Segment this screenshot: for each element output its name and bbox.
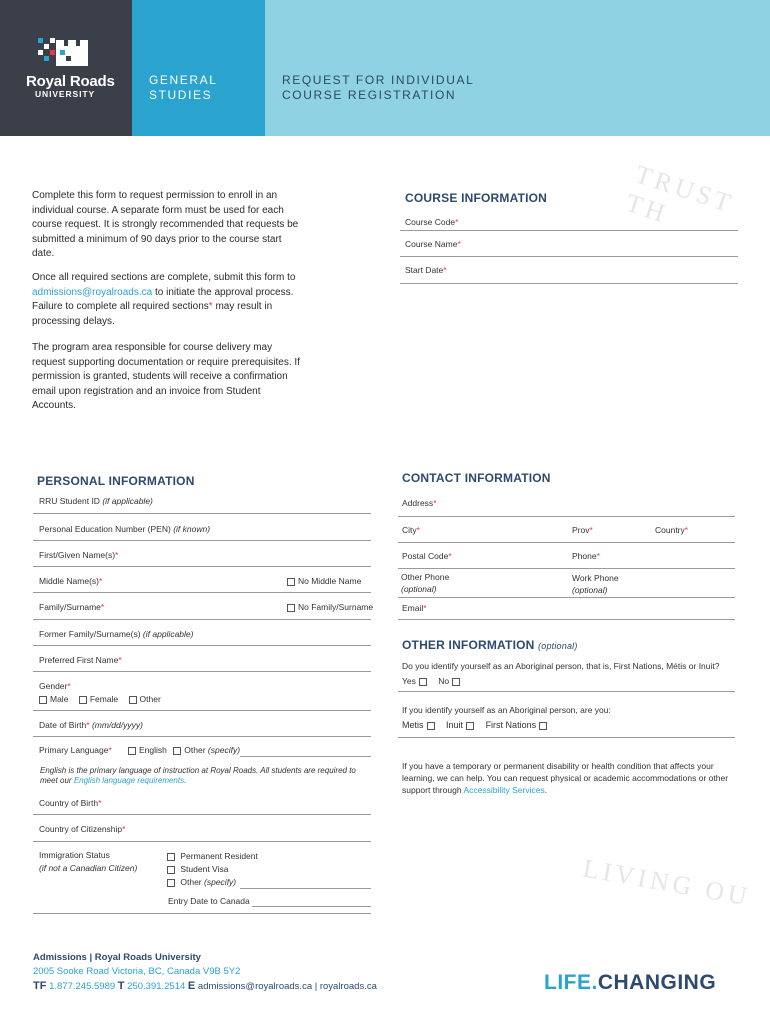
- preferred-name-label: Preferred First Name*: [39, 655, 122, 665]
- citizenship-label: Country of Citizenship*: [39, 824, 126, 834]
- language-options: English Other (specify): [125, 745, 240, 755]
- former-name-field[interactable]: [33, 645, 371, 646]
- family-name-label: Family/Surname*: [39, 602, 105, 612]
- aboriginal-type-question: If you identify yourself as an Aboriginal person, are you:: [402, 705, 611, 715]
- course-name-label: Course Name*: [405, 239, 461, 249]
- course-code-field[interactable]: [400, 230, 738, 231]
- gender-field: [33, 710, 371, 711]
- disability-note: If you have a temporary or permanent disability or health condition that affects your learning, we can help. You can request physical or academic accommodations or other support through Accessibility Services.: [402, 761, 729, 795]
- other-status-field[interactable]: [240, 888, 371, 889]
- student-visa-option[interactable]: Student Visa: [164, 864, 228, 874]
- intro-paragraph-1: Complete this form to request permission to enroll in an individual course. A separate form must be used for each course request. It is strongly recommended that requests be submitted a minimum of 90 days prior to the course start date.: [32, 190, 299, 260]
- footer-contacts: TF 1.877.245.5989 T 250.391.2514 E admissions@royalroads.ca | royalroads.ca: [33, 980, 377, 992]
- no-family-name-option[interactable]: No Family/Surname: [284, 602, 373, 612]
- work-phone-optional: (optional): [572, 585, 608, 595]
- postal-phone-field[interactable]: [398, 568, 735, 569]
- course-section-title: COURSE INFORMATION: [405, 191, 548, 205]
- prov-label: Prov*: [572, 525, 593, 535]
- first-nations-label: First Nations: [485, 720, 537, 730]
- city-label: City*: [402, 525, 420, 535]
- permanent-resident-checkbox[interactable]: [167, 853, 175, 861]
- pen-label: Personal Education Number (PEN) (if known): [39, 524, 211, 534]
- start-date-label: Start Date*: [405, 265, 447, 275]
- footer-email-link[interactable]: admissions@royalroads.ca | royalroads.ca: [197, 981, 377, 992]
- female-label: Female: [89, 694, 119, 704]
- start-date-field[interactable]: [400, 283, 738, 284]
- intro-p2-text: Once all required sections are complete, submit this form to: [32, 272, 296, 283]
- middle-name-field[interactable]: [33, 592, 371, 593]
- watermark-bottom: LIVING OU: [580, 853, 753, 912]
- header-blue-panel: [132, 0, 265, 136]
- middle-name-label: Middle Name(s)*: [39, 576, 103, 586]
- intro-paragraph-2: [32, 271, 302, 329]
- email-field[interactable]: [398, 619, 735, 620]
- other-status-option[interactable]: Other (specify): [164, 877, 236, 887]
- work-phone-label: Work Phone: [572, 573, 619, 583]
- watermark-top: TRUST TH: [622, 159, 738, 229]
- form-title: REQUEST FOR INDIVIDUAL COURSE REGISTRATION: [282, 73, 475, 102]
- other-gender-label: Other: [139, 694, 161, 704]
- address-field[interactable]: [398, 516, 735, 517]
- other-gender-checkbox[interactable]: [129, 696, 137, 704]
- aboriginal-type-field: [398, 737, 735, 738]
- language-label: Primary Language*: [39, 745, 112, 755]
- english-checkbox[interactable]: [128, 747, 136, 755]
- birth-country-field[interactable]: [33, 814, 371, 815]
- program-name: GENERAL STUDIES: [149, 73, 218, 102]
- pen-field[interactable]: [33, 540, 371, 541]
- phone-number[interactable]: 250.391.2514: [127, 981, 186, 992]
- inuit-checkbox[interactable]: [466, 722, 474, 730]
- phone-label: Phone*: [572, 551, 600, 561]
- no-family-name-checkbox[interactable]: [287, 604, 295, 612]
- english-requirements-link[interactable]: English language requirements: [73, 776, 185, 785]
- gender-label: Gender*: [39, 681, 71, 691]
- other-section-title: OTHER INFORMATION (optional): [402, 638, 578, 652]
- male-label: Male: [50, 694, 69, 704]
- city-prov-country-field[interactable]: [398, 542, 735, 543]
- intro-p2-text-c: may result in processing delays.: [32, 301, 273, 327]
- first-name-label: First/Given Name(s)*: [39, 550, 119, 560]
- former-name-label: Former Family/Surname(s) (if applicable): [39, 629, 194, 639]
- accessibility-services-link[interactable]: Accessibility Services: [463, 785, 545, 795]
- other-language-field[interactable]: [240, 756, 371, 757]
- other-language-checkbox[interactable]: [173, 747, 181, 755]
- course-code-label: Course Code*: [405, 217, 459, 227]
- first-name-field[interactable]: [33, 566, 371, 567]
- other-work-phone-field[interactable]: [398, 597, 735, 598]
- no-middle-name-checkbox[interactable]: [287, 578, 295, 586]
- english-label: English: [139, 745, 167, 755]
- personal-section-bottom-rule: [33, 913, 371, 914]
- country-label: Country*: [655, 525, 689, 535]
- dob-label: Date of Birth* (mm/dd/yyyy): [39, 720, 143, 730]
- email-label: Email*: [402, 603, 427, 613]
- citizenship-field[interactable]: [33, 841, 371, 842]
- inuit-label: Inuit: [446, 720, 464, 730]
- intro-paragraph-3: The program area responsible for course delivery may request supporting documentation or require prerequisites. If permission is granted, students will receive a confirmation email upon registration and an invoice from Student Accounts.: [32, 342, 300, 412]
- intro-p2-text-b: to initiate the approval process. Failure to complete all required sections: [32, 286, 294, 313]
- toll-free-number[interactable]: 1.877.245.5989: [49, 981, 116, 992]
- family-name-field[interactable]: [33, 619, 371, 620]
- yes-checkbox[interactable]: [419, 678, 427, 686]
- course-name-field[interactable]: [400, 256, 738, 257]
- female-checkbox[interactable]: [79, 696, 87, 704]
- logo-name: Royal Roads: [26, 73, 115, 90]
- contact-section-title: CONTACT INFORMATION: [402, 471, 551, 485]
- birth-country-label: Country of Birth*: [39, 798, 102, 808]
- immigration-note: (if not a Canadian Citizen): [39, 863, 138, 873]
- rru-id-label: RRU Student ID (if applicable): [39, 496, 153, 506]
- aboriginal-field: [398, 691, 735, 692]
- gender-options: [36, 694, 161, 704]
- footer-organization: Admissions | Royal Roads University: [33, 952, 201, 963]
- postal-code-label: Postal Code*: [402, 551, 452, 561]
- immigration-label: Immigration Status: [39, 850, 110, 860]
- no-checkbox[interactable]: [452, 678, 460, 686]
- student-visa-checkbox[interactable]: [167, 866, 175, 874]
- address-label: Address*: [402, 498, 437, 508]
- logo-subtitle: UNIVERSITY: [35, 89, 96, 99]
- entry-date-label: Entry Date to Canada: [168, 896, 250, 906]
- life-changing-slogan: LIFE.CHANGING: [544, 971, 717, 994]
- footer-address: 2005 Sooke Road Victoria, BC, Canada V9B 5Y2: [33, 966, 241, 977]
- aboriginal-options: [402, 676, 463, 686]
- no-middle-name-option[interactable]: No Middle Name: [284, 576, 361, 586]
- permanent-resident-option[interactable]: Permanent Resident: [164, 851, 258, 861]
- admissions-email-link[interactable]: admissions@royalroads.ca: [32, 286, 153, 298]
- dob-field[interactable]: [33, 736, 371, 737]
- no-label: No: [438, 676, 450, 686]
- other-status-checkbox[interactable]: [167, 879, 175, 887]
- other-phone-optional: (optional): [401, 584, 437, 594]
- aboriginal-question: Do you identify yourself as an Aboriginal person, that is, First Nations, Métis or Inuit?: [402, 661, 720, 671]
- other-language-label: Other: [184, 745, 206, 755]
- language-note: English is the primary language of instruction at Royal Roads. All students are required to meet our English language requirements.: [40, 766, 356, 785]
- metis-checkbox[interactable]: [427, 722, 435, 730]
- male-checkbox[interactable]: [39, 696, 47, 704]
- university-logo-icon: [36, 36, 96, 70]
- preferred-name-field[interactable]: [33, 671, 371, 672]
- first-nations-checkbox[interactable]: [539, 722, 547, 730]
- entry-date-field[interactable]: [252, 906, 371, 907]
- required-star: *: [208, 301, 213, 313]
- personal-section-title: PERSONAL INFORMATION: [37, 474, 195, 488]
- header-light-panel: [265, 0, 770, 136]
- rru-id-field[interactable]: [33, 513, 371, 514]
- other-phone-label: Other Phone: [401, 572, 450, 582]
- yes-label: Yes: [402, 676, 416, 686]
- metis-label: Metis: [402, 720, 424, 730]
- aboriginal-type-options: [402, 720, 550, 730]
